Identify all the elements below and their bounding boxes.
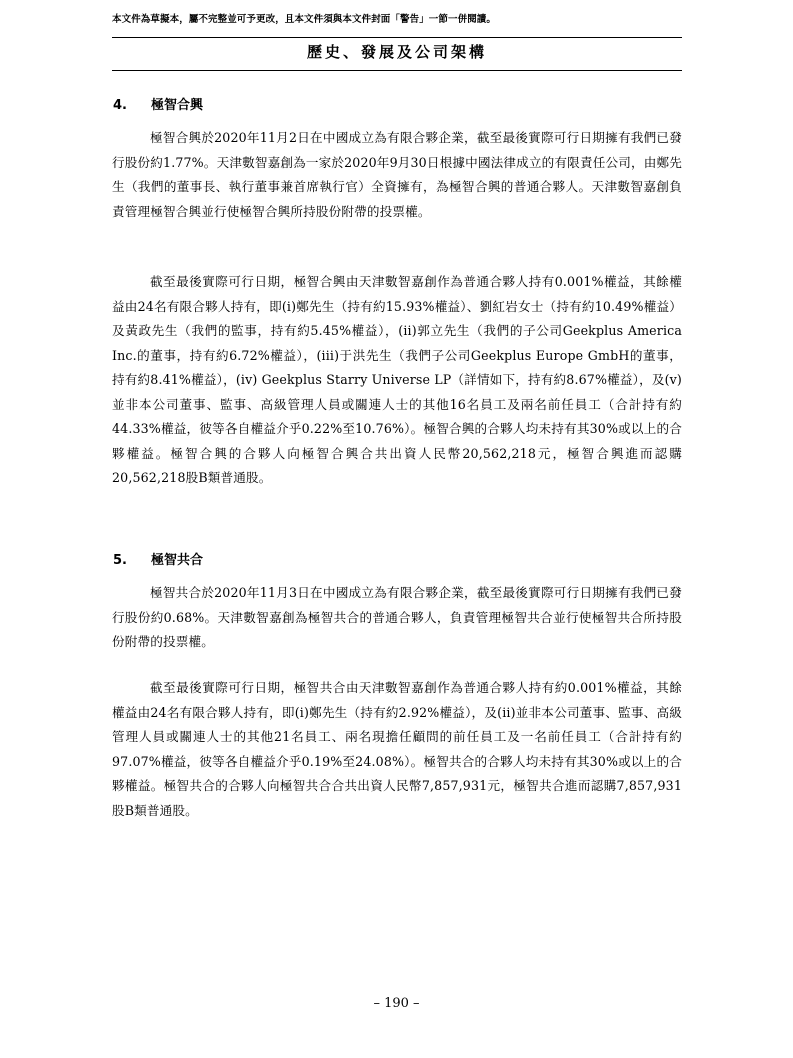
page-number: – 190 –: [373, 996, 420, 1011]
paragraph: 極智合興於2020年11月2日在中國成立為有限合夥企業，截至最後實際可行日期擁有我們已發行股份約1.77%。天津數智嘉創為一家於2020年9月30日根據中國法律成立的有限責任公司，由鄭先生（我們的董事長、執行董事兼首席執行官）全資擁有，為極智合興的普通合夥人。天津數智嘉創負責管理極智合興並行使極智合興所持股份附帶的投票權。: [112, 130, 682, 219]
paragraph: 截至最後實際可行日期，極智共合由天津數智嘉創作為普通合夥人持有約0.001%權益，其餘權益由24名有限合夥人持有，即(i)鄭先生（持有約2.92%權益），及(ii)並非本公司董事、監事、高級管理人員或關連人士的其他21名員工、兩名現擔任顧問的前任員工及一名前任員工（合計持有約97.07%權益，彼等各自權益介乎0.19%至24.08%）。極智共合的合夥人均未持有其30%或以上的合夥權益。極智共合的合夥人向極智共合合共出資人民幣7,857,931元，極智共合進而認購7,857,931股B類普通股。: [112, 680, 682, 818]
paragraph: 極智共合於2020年11月3日在中國成立為有限合夥企業，截至最後實際可行日期擁有我們已發行股份約0.68%。天津數智嘉創為極智共合的普通合夥人，負責管理極智共合並行使極智共合所持股份附帶的投票權。: [112, 585, 682, 649]
section-heading-5: [113, 549, 203, 568]
page-title: 歷史、發展及公司架構: [306, 43, 487, 61]
section-title: 極智合興: [151, 98, 204, 113]
section-number: 4.: [113, 98, 127, 113]
section-heading-4: [113, 94, 203, 113]
header-rule-bottom: [112, 70, 682, 71]
paragraph: 截至最後實際可行日期，極智合興由天津數智嘉創作為普通合夥人持有0.001%權益，其餘權益由24名有限合夥人持有，即(i)鄭先生（持有約15.93%權益）、劉紅岩女士（持有約10.49%權益）及黃政先生（我們的監事，持有約5.45%權益），(ii)郭立先生（我們的子公司Geekplus America Inc.的董事，持有約6.72%權益），(iii)于洪先生（我們子公司Geekplus Europe GmbH的董事，持有約8.41%權益），(iv) Geekplus Starry Universe LP（詳情如下，持有約8.67%權益），及(v)並非本公司董事、監事、高級管理人員或關連人士的其他16名員工及兩名前任員工（合計持有約44.33%權益，彼等各自權益介乎0.22%至10.76%）。極智合興的合夥人均未持有其30%或以上的合夥權益。極智合興的合夥人向極智合興合共出資人民幣20,562,218元，極智合興進而認購20,562,218股B類普通股。: [112, 274, 682, 485]
section-number: 5.: [113, 553, 127, 568]
draft-warning: 本文件為草擬本，屬不完整並可予更改，且本文件須與本文件封面「警告」一節一併閱讀。: [112, 14, 497, 25]
section-title: 極智共合: [151, 553, 204, 568]
header-rule-top: [112, 37, 682, 38]
